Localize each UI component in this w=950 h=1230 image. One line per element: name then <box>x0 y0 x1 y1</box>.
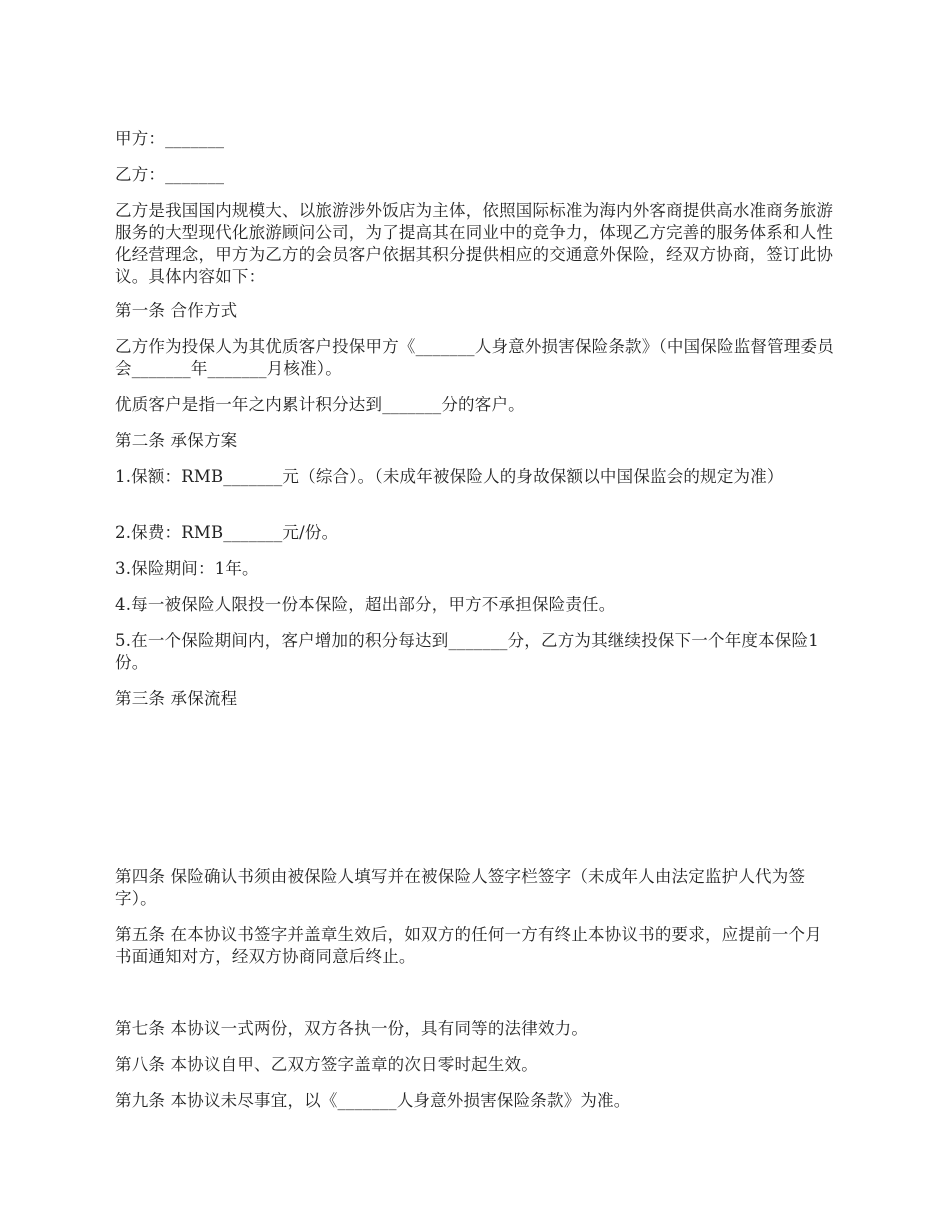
article-2-item-5: 5.在一个保险期间内，客户增加的积分每达到_______分，乙方为其继续投保下一个年度本保险1份。 <box>115 631 819 672</box>
article-5-paragraph: 第五条 在本协议书签字并盖章生效后，如双方的任何一方有终止本协议书的要求，应提前一个月书面通知对方，经双方协商同意后终止。 <box>115 925 822 966</box>
article-8-paragraph: 第八条 本协议自甲、乙双方签字盖章的次日零时起生效。 <box>115 1055 538 1074</box>
article-3-title: 第三条 承保流程 <box>115 689 238 708</box>
article-2-title: 第二条 承保方案 <box>115 431 238 450</box>
party-b-line: 乙方：_______ <box>115 165 225 184</box>
article-2-item-1: 1.保额：RMB_______元（综合）。（未成年被保险人的身故保额以中国保监会的规定为准） <box>115 467 784 486</box>
article-1-paragraph-1: 乙方作为投保人为其优质客户投保甲方《_______人身意外损害保险条款》（中国保险监督管理委员会_______年_______月核准）。 <box>115 337 834 378</box>
article-2-item-4: 4.每一被保险人限投一份本保险，超出部分，甲方不承担保险责任。 <box>115 595 616 614</box>
article-4-paragraph: 第四条 保险确认书须由被保险人填写并在被保险人签字栏签字（未成年人由法定监护人代为签字）。 <box>115 867 806 908</box>
party-a-line: 甲方：_______ <box>115 129 225 148</box>
article-1-title: 第一条 合作方式 <box>115 301 238 320</box>
article-9-paragraph: 第九条 本协议未尽事宜，以《_______人身意外损害保险条款》为准。 <box>115 1091 631 1110</box>
article-2-item-2: 2.保费：RMB_______元/份。 <box>115 523 339 542</box>
article-1-paragraph-2: 优质客户是指一年之内累计积分达到_______分的客户。 <box>115 395 525 414</box>
intro-paragraph: 乙方是我国国内规模大、以旅游涉外饭店为主体，依照国际标准为海内外客商提供高水准商务旅游服务的大型现代化旅游顾问公司，为了提高其在同业中的竞争力，体现乙方完善的服务体系和人性化经营理念，甲方为乙方的会员客户依据其积分提供相应的交通意外保险，经双方协商，签订此协议。具体内容如下： <box>115 201 834 286</box>
article-2-item-3: 3.保险期间：1年。 <box>115 559 259 578</box>
article-7-paragraph: 第七条 本协议一式两份，双方各执一份，具有同等的法律效力。 <box>115 1019 589 1038</box>
